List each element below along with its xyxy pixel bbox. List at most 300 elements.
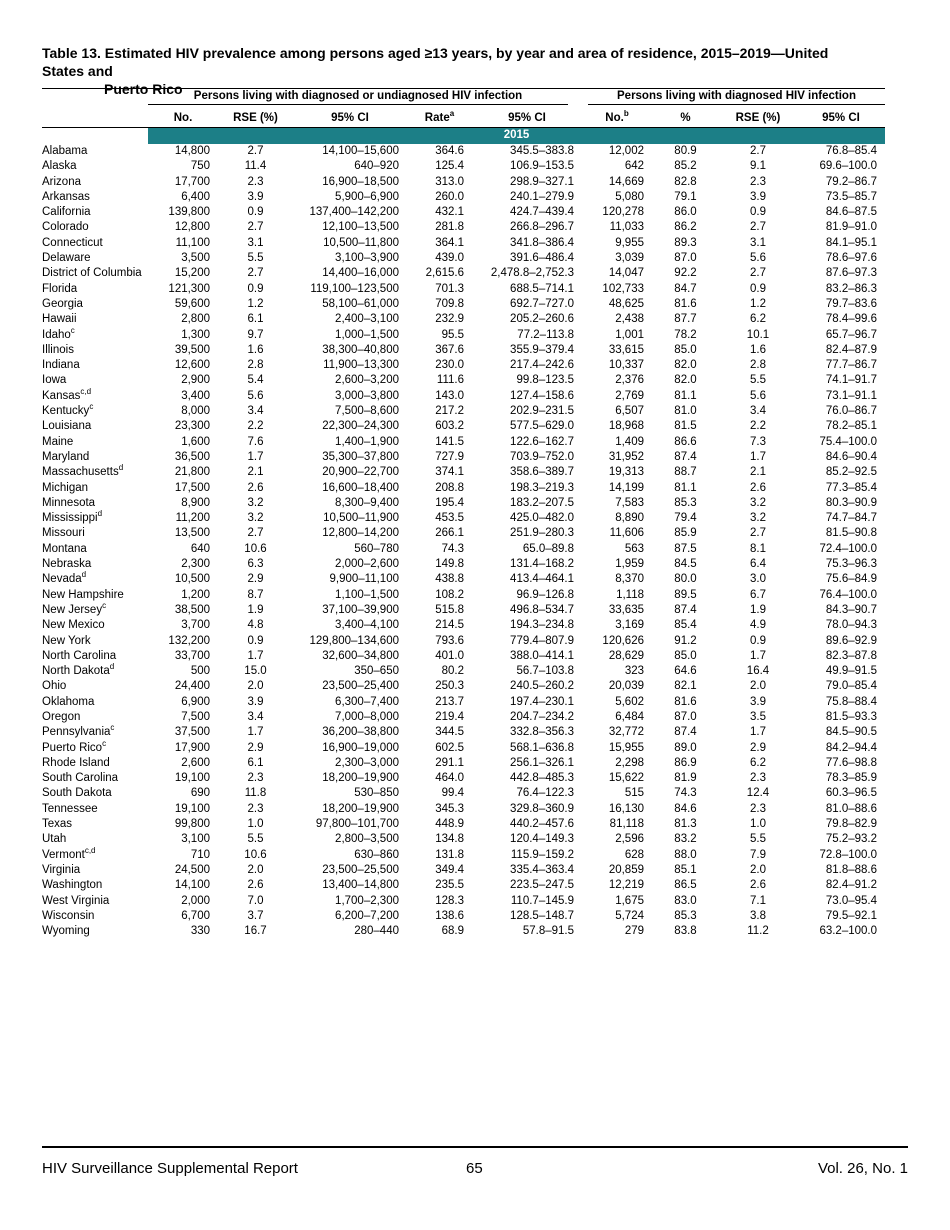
table-row (42, 710, 885, 725)
value-cell: 12.4 (746, 787, 770, 800)
value-cell: 89.3 (674, 236, 697, 249)
value-cell: 102,733 (602, 282, 644, 295)
value-cell: 69.6–100.0 (819, 160, 877, 173)
column-header-label: RSE (%) (233, 111, 278, 124)
area-cell (42, 878, 148, 893)
value-cell: 1,959 (615, 558, 644, 571)
value-cell: 14,047 (608, 267, 644, 280)
table-row (42, 832, 885, 847)
value-cell: 298.9–327.1 (510, 175, 574, 188)
value-cell: 2,615.6 (425, 267, 464, 280)
value-cell: 703.9–752.0 (510, 450, 574, 463)
value-cell: 213.7 (435, 695, 464, 708)
value-cell: 2,000–2,600 (335, 558, 399, 571)
value-cell: 87.0 (674, 710, 697, 723)
area-cell (42, 894, 148, 909)
table-row (42, 526, 885, 541)
value-cell: 313.0 (435, 175, 464, 188)
value-cell: 58,100–61,000 (322, 297, 399, 310)
value-cell: 85.9 (674, 527, 697, 540)
value-cell: 2.7 (247, 527, 264, 540)
value-cell: 3.9 (750, 190, 766, 203)
value-cell: 81.5 (674, 420, 697, 433)
value-cell: 82.4–87.9 (825, 343, 877, 356)
value-cell: 2.0 (750, 680, 766, 693)
area-cell (42, 634, 148, 649)
value-cell: 344.5 (435, 726, 464, 739)
value-cell: 83.2 (674, 833, 697, 846)
column-header-label: Rate (424, 111, 450, 124)
value-cell: 75.8–88.4 (825, 695, 877, 708)
value-cell: 2.7 (750, 267, 766, 280)
value-cell: 76.4–122.3 (516, 787, 574, 800)
value-cell: 1.6 (750, 343, 766, 356)
value-cell: 642 (624, 160, 644, 173)
area-cell (42, 450, 148, 465)
value-cell: 18,200–19,900 (322, 802, 399, 815)
value-cell: 388.0–414.1 (510, 649, 574, 662)
value-cell: 5.4 (247, 374, 264, 387)
area-name: Hawaii (42, 313, 77, 326)
area-name: Connecticut (42, 236, 103, 249)
column-header-label: RSE (%) (735, 111, 781, 124)
value-cell: 355.9–379.4 (510, 343, 574, 356)
value-cell: 82.0 (674, 359, 697, 372)
table-row (42, 542, 885, 557)
table-row (42, 266, 885, 281)
year-bar (42, 128, 885, 145)
value-cell: 230.0 (435, 359, 464, 372)
value-cell: 99,800 (174, 818, 210, 831)
value-cell: 79.8–82.9 (825, 818, 877, 831)
table-row (42, 817, 885, 832)
value-cell: 131.4–168.2 (510, 558, 574, 571)
value-cell: 81.5–93.3 (825, 710, 877, 723)
column-header-footnote: b (623, 108, 629, 118)
value-cell: 7.6 (247, 435, 264, 448)
area-name: Michigan (42, 481, 89, 494)
area-name: Wyoming (42, 925, 90, 938)
table-row (42, 251, 885, 266)
value-cell: 11,900–13,300 (323, 359, 399, 372)
value-cell: 24,400 (174, 680, 210, 693)
value-cell: 97,800–101,700 (315, 818, 399, 831)
value-cell: 217.4–242.6 (510, 359, 574, 372)
column-header-6 (582, 108, 652, 128)
value-cell: 11,606 (609, 527, 644, 540)
area-cell (42, 649, 148, 664)
value-cell: 2,600 (181, 756, 210, 769)
value-cell: 198.3–219.3 (510, 481, 574, 494)
value-cell: 710 (190, 848, 210, 861)
value-cell: 260.0 (435, 190, 464, 203)
value-cell: 128.5–148.7 (510, 909, 574, 922)
value-cell: 709.8 (435, 297, 464, 310)
value-cell: 15,955 (608, 741, 644, 754)
value-cell: 20,859 (608, 863, 644, 876)
table-row (42, 297, 885, 312)
value-cell: 688.5–714.1 (510, 282, 574, 295)
value-cell: 79.1 (674, 190, 697, 203)
value-cell: 1,100–1,500 (335, 588, 399, 601)
table-row (42, 236, 885, 251)
area-name: Pennsylvania (42, 726, 111, 739)
value-cell: 2,376 (615, 374, 644, 387)
value-cell: 84.2–94.4 (825, 741, 877, 754)
table-row (42, 465, 885, 480)
value-cell: 3,000–3,800 (335, 389, 399, 402)
value-cell: 19,100 (174, 772, 210, 785)
value-cell: 2.1 (750, 466, 766, 479)
value-cell: 84.5 (674, 558, 697, 571)
value-cell: 108.2 (435, 588, 464, 601)
value-cell: 2.8 (247, 359, 264, 372)
value-cell: 1.7 (750, 649, 766, 662)
area-name: Washington (42, 879, 103, 892)
value-cell: 9,955 (615, 236, 644, 249)
table-row (42, 404, 885, 419)
area-cell (42, 924, 148, 939)
value-cell: 2,400–3,100 (335, 313, 399, 326)
value-cell: 1.7 (247, 450, 264, 463)
area-cell (42, 863, 148, 878)
value-cell: 31,952 (608, 450, 644, 463)
value-cell: 2.2 (247, 420, 264, 433)
value-cell: 439.0 (435, 252, 464, 265)
area-name: South Carolina (42, 772, 119, 785)
table-row (42, 664, 885, 679)
value-cell: 65.7–96.7 (825, 328, 877, 341)
value-cell: 57.8–91.5 (522, 925, 574, 938)
value-cell: 0.9 (750, 282, 766, 295)
value-cell: 4.8 (247, 619, 264, 632)
value-cell: 464.0 (435, 772, 464, 785)
value-cell: 432.1 (435, 206, 464, 219)
value-cell: 8,000 (181, 405, 210, 418)
value-cell: 81.1 (674, 481, 697, 494)
value-cell: 2.3 (247, 175, 264, 188)
value-cell: 10.6 (244, 542, 267, 555)
column-header-footnote: a (449, 108, 455, 118)
area-name: Wisconsin (42, 909, 95, 922)
value-cell: 2.1 (247, 466, 264, 479)
value-cell: 16.7 (244, 925, 267, 938)
value-cell: 2.9 (247, 741, 264, 754)
value-cell: 217.2 (435, 405, 464, 418)
value-cell: 75.2–93.2 (825, 833, 877, 846)
value-cell: 2.0 (750, 863, 766, 876)
value-cell: 281.8 (435, 221, 464, 234)
area-name: Florida (42, 282, 78, 295)
value-cell: 84.7 (674, 282, 697, 295)
value-cell: 6.4 (750, 558, 766, 571)
value-cell: 10,500–11,800 (323, 236, 399, 249)
area-name: Louisiana (42, 420, 92, 433)
value-cell: 5,900–6,900 (335, 190, 399, 203)
value-cell: 223.5–247.5 (510, 879, 574, 892)
value-cell: 13,500 (174, 527, 210, 540)
area-cell (42, 220, 148, 235)
value-cell: 8,300–9,400 (335, 496, 399, 509)
column-header-8 (719, 108, 797, 128)
value-cell: 240.5–260.2 (510, 680, 574, 693)
area-cell (42, 817, 148, 832)
value-cell: 39,500 (174, 343, 210, 356)
value-cell: 1,409 (615, 435, 644, 448)
value-cell: 500 (190, 665, 210, 678)
value-cell: 2.7 (247, 267, 264, 280)
area-cell (42, 909, 148, 924)
column-header-7 (652, 108, 719, 128)
table-row (42, 649, 885, 664)
area-cell (42, 205, 148, 220)
area-name: Missouri (42, 527, 85, 540)
value-cell: 2,769 (615, 389, 644, 402)
value-cell: 81.0–88.6 (825, 802, 877, 815)
value-cell: 640–920 (354, 160, 399, 173)
value-cell: 7,583 (615, 496, 644, 509)
area-name: Iowa (42, 374, 67, 387)
value-cell: 87.5 (674, 542, 697, 555)
table-row (42, 328, 885, 343)
area-name: Oklahoma (42, 695, 95, 708)
footer-page-number: 65 (466, 1160, 483, 1177)
table-row (42, 358, 885, 373)
value-cell: 78.6–97.6 (825, 252, 877, 265)
value-cell: 232.9 (435, 313, 464, 326)
value-cell: 6.1 (247, 313, 264, 326)
area-name: Rhode Island (42, 756, 110, 769)
value-cell: 1,400–1,900 (335, 435, 399, 448)
value-cell: 84.3–90.7 (825, 603, 877, 616)
area-name: Delaware (42, 252, 91, 265)
area-name: Vermont (42, 848, 85, 861)
column-header-label: 95% CI (508, 111, 546, 124)
value-cell: 87.7 (674, 313, 697, 326)
value-cell: 28,629 (608, 649, 644, 662)
value-cell: 3,400–4,100 (335, 619, 399, 632)
group-header-diagnosed: Persons living with diagnosed HIV infection (588, 90, 885, 105)
table-title-line2: Puerto Rico (104, 81, 183, 97)
value-cell: 10.1 (746, 328, 770, 341)
value-cell: 78.4–99.6 (825, 313, 877, 326)
value-cell: 85.3 (674, 496, 697, 509)
area-name: New York (42, 634, 91, 647)
area-name: South Dakota (42, 787, 112, 800)
area-name: Maryland (42, 450, 90, 463)
area-cell (42, 802, 148, 817)
value-cell: 413.4–464.1 (510, 573, 574, 586)
value-cell: 727.9 (435, 450, 464, 463)
value-cell: 81.9 (674, 772, 697, 785)
value-cell: 37,500 (174, 726, 210, 739)
value-cell: 79.5–92.1 (825, 909, 877, 922)
value-cell: 6,700 (181, 909, 210, 922)
value-cell: 33,700 (174, 649, 210, 662)
value-cell: 5.6 (247, 389, 264, 402)
value-cell: 81.0 (674, 405, 697, 418)
value-cell: 7.9 (750, 848, 766, 861)
value-cell: 86.5 (674, 879, 697, 892)
value-cell: 568.1–636.8 (510, 741, 574, 754)
value-cell: 2.3 (750, 802, 766, 815)
value-cell: 250.3 (435, 680, 464, 693)
value-cell: 2.7 (247, 145, 264, 157)
value-cell: 85.2–92.5 (825, 466, 877, 479)
value-cell: 2,900 (181, 374, 210, 387)
value-cell: 139,800 (168, 206, 210, 219)
table-row (42, 741, 885, 756)
area-cell (42, 144, 148, 159)
value-cell: 3.9 (247, 695, 264, 708)
table-row (42, 588, 885, 603)
value-cell: 2,800 (181, 313, 210, 326)
value-cell: 81.1 (674, 389, 697, 402)
value-cell: 86.2 (674, 221, 697, 234)
value-cell: 15,622 (608, 772, 644, 785)
area-name: New Hampshire (42, 588, 124, 601)
value-cell: 77.6–98.8 (825, 756, 877, 769)
area-cell (42, 297, 148, 312)
value-cell: 2,298 (615, 756, 644, 769)
value-cell: 5.5 (247, 252, 264, 265)
area-cell (42, 386, 148, 404)
value-cell: 6.3 (247, 558, 264, 571)
table-row (42, 312, 885, 327)
value-cell: 2.6 (750, 879, 766, 892)
value-cell: 24,500 (174, 863, 210, 876)
value-cell: 85.2 (674, 160, 697, 173)
value-cell: 120,626 (602, 634, 644, 647)
table-row (42, 695, 885, 710)
value-cell: 266.8–296.7 (510, 221, 574, 234)
area-cell (42, 175, 148, 190)
value-cell: 6.7 (750, 588, 766, 601)
area-footnote: c (89, 402, 94, 412)
value-cell: 49.9–91.5 (825, 665, 877, 678)
value-cell: 0.9 (750, 206, 766, 219)
value-cell: 80.3–90.9 (825, 496, 877, 509)
value-cell: 85.4 (674, 619, 697, 632)
table-row (42, 634, 885, 649)
value-cell: 74.1–91.7 (825, 374, 877, 387)
value-cell: 2.3 (750, 175, 766, 188)
value-cell: 3.4 (247, 710, 264, 723)
value-cell: 323 (624, 665, 644, 678)
table-row (42, 863, 885, 878)
value-cell: 1,600 (181, 435, 210, 448)
value-cell: 119,100–123,500 (310, 282, 399, 295)
area-name: Maine (42, 435, 74, 448)
value-cell: 1,700–2,300 (335, 894, 399, 907)
value-cell: 88.0 (674, 848, 697, 861)
value-cell: 73.5–85.7 (825, 190, 877, 203)
value-cell: 12,600 (174, 359, 210, 372)
area-name: Kentucky (42, 405, 90, 418)
table-row (42, 481, 885, 496)
area-cell (42, 496, 148, 511)
area-name: Nebraska (42, 558, 92, 571)
column-header-9 (797, 108, 885, 128)
value-cell: 85.3 (674, 909, 697, 922)
table-row (42, 159, 885, 174)
value-cell: 96.9–126.8 (516, 588, 574, 601)
value-cell: 3.9 (750, 695, 766, 708)
value-cell: 6,507 (615, 405, 644, 418)
value-cell: 6.1 (247, 756, 264, 769)
value-cell: 214.5 (435, 619, 464, 632)
value-cell: 38,500 (174, 603, 210, 616)
table-row (42, 190, 885, 205)
value-cell: 84.5–90.5 (825, 726, 877, 739)
area-footnote: c (102, 601, 107, 611)
table-row (42, 878, 885, 893)
value-cell: 17,700 (174, 175, 210, 188)
table-row (42, 618, 885, 633)
value-cell: 391.6–486.4 (510, 252, 574, 265)
value-cell: 341.8–386.4 (510, 236, 574, 249)
area-cell (42, 588, 148, 603)
area-cell (42, 603, 148, 618)
area-cell (42, 419, 148, 434)
value-cell: 35,300–37,800 (322, 450, 399, 463)
area-cell (42, 618, 148, 633)
value-cell: 79.0–85.4 (825, 680, 877, 693)
value-cell: 89.6–92.9 (825, 634, 877, 647)
value-cell: 84.6–87.5 (825, 206, 877, 219)
value-cell: 20,039 (608, 680, 644, 693)
table-title-line1: Table 13. Estimated HIV prevalence among persons aged ≥13 years, by year and area of residence, 2015–2019—United States and (42, 45, 829, 79)
value-cell: 14,800 (174, 145, 210, 157)
table-row (42, 909, 885, 924)
value-cell: 9.1 (750, 160, 766, 173)
area-cell (42, 786, 148, 801)
value-cell: 87.4 (674, 450, 697, 463)
value-cell: 81.3 (674, 818, 697, 831)
value-cell: 74.7–84.7 (825, 512, 877, 525)
value-cell: 137,400–142,200 (309, 206, 399, 219)
value-cell: 194.3–234.8 (510, 619, 574, 632)
value-cell: 345.5–383.8 (510, 145, 574, 157)
value-cell: 80.0 (674, 573, 697, 586)
value-cell: 12,800–14,200 (322, 527, 399, 540)
value-cell: 2.7 (750, 221, 766, 234)
value-cell: 6,300–7,400 (335, 695, 399, 708)
value-cell: 11,100 (175, 236, 210, 249)
value-cell: 530–850 (354, 787, 399, 800)
value-cell: 14,100–15,600 (322, 145, 399, 157)
value-cell: 81.5–90.8 (825, 527, 877, 540)
value-cell: 425.0–482.0 (510, 512, 574, 525)
table-row (42, 848, 885, 863)
table-row (42, 205, 885, 220)
area-footnote: d (109, 662, 115, 672)
value-cell: 2.8 (750, 359, 766, 372)
value-cell: 2,438 (615, 313, 644, 326)
group-header-diagnosed-or-undiagnosed: Persons living with diagnosed or undiagnosed HIV infection (148, 90, 568, 105)
value-cell: 92.2 (674, 267, 697, 280)
table-row (42, 511, 885, 526)
area-cell (42, 373, 148, 388)
value-cell: 99.8–123.5 (516, 374, 574, 387)
area-name: Oregon (42, 710, 81, 723)
value-cell: 110.7–145.9 (510, 894, 574, 907)
value-cell: 5.6 (750, 389, 766, 402)
value-cell: 690 (190, 787, 210, 800)
value-cell: 8.7 (247, 588, 264, 601)
area-cell (42, 358, 148, 373)
value-cell: 7.3 (750, 435, 766, 448)
